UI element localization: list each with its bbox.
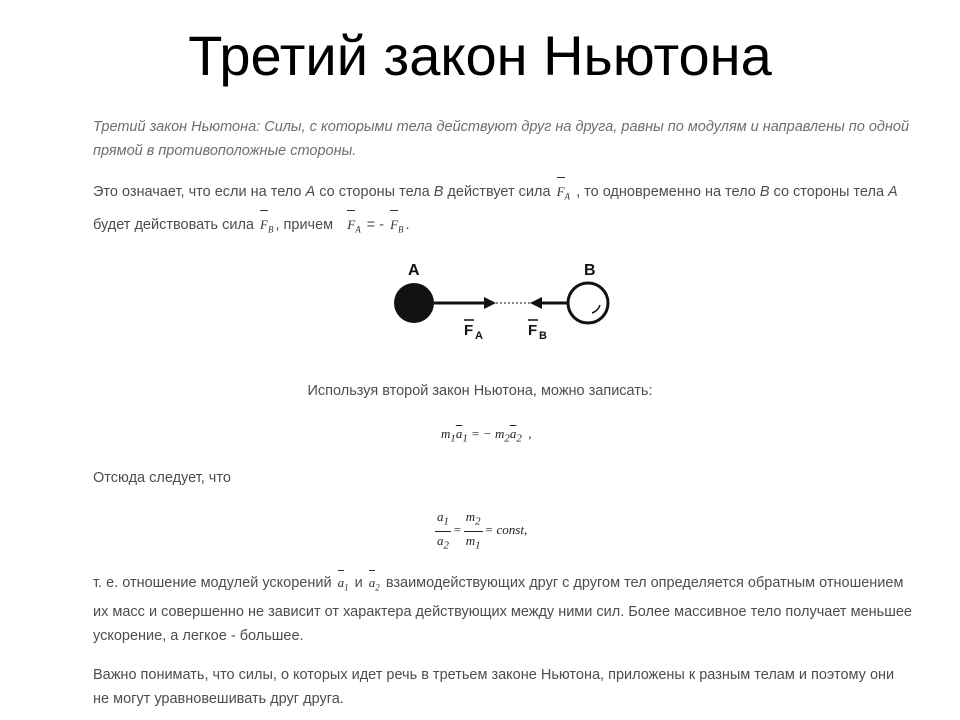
- meaning-text: со стороны тела: [773, 184, 885, 200]
- force-diagram: [378, 253, 618, 365]
- force-a-sub: A: [475, 330, 483, 342]
- conclusion-text: и: [354, 575, 363, 591]
- meaning-text: .: [405, 216, 410, 233]
- meaning-text: действует сила: [447, 184, 551, 200]
- meaning-text: , причем: [275, 216, 334, 233]
- meaning-text: , то одновременно на тело: [576, 184, 756, 200]
- vector-fb: $F_B$: [388, 217, 405, 232]
- meaning-text: со стороны тела: [319, 184, 430, 200]
- ratio-accel: $\frac{a_1}{a_2}$: [437, 509, 449, 552]
- meaning-paragraph: [93, 178, 913, 243]
- ball-a: [394, 283, 434, 323]
- meaning-text: Это означает, что если на тело: [93, 184, 302, 200]
- meaning-text: будет действовать сила: [93, 216, 254, 233]
- vector-fa: $F_A$: [555, 184, 572, 199]
- label-b: B: [584, 262, 596, 279]
- conclusion-paragraph: [93, 571, 913, 648]
- equals-minus: = −: [470, 426, 492, 441]
- ball-b: [568, 283, 608, 323]
- formula-momentum: $m_1\overline{a}_1$ = − $m_2\overline{a}_2$ ,: [441, 426, 532, 445]
- hence-text: Отсюда следует, что: [93, 470, 231, 486]
- slide-title: Третий закон Ньютона: [188, 24, 772, 87]
- vector-a1: $a_1$: [336, 575, 351, 590]
- body-b-label: В: [433, 184, 444, 200]
- label-a: A: [408, 262, 420, 279]
- vector-fa: $F_A$: [345, 217, 362, 232]
- caption: Используя второй закон Ньютона, можно записать:: [307, 383, 653, 399]
- vector-a2: $a_2$: [367, 575, 382, 590]
- force-b-sub: B: [539, 330, 547, 342]
- ratio-mass: $\frac{m_2}{m_1}$: [465, 509, 481, 552]
- body-a-label: А: [888, 184, 898, 200]
- formula-ratio: $\frac{a_1}{a_2}$ = $\frac{m_2}{m_1}$ = const,: [433, 508, 527, 554]
- force-b-label: F: [528, 322, 538, 339]
- body-a-label: А: [305, 184, 316, 200]
- force-a-label: F: [464, 322, 474, 339]
- equals-minus: = -: [366, 216, 385, 233]
- note-paragraph: Важно понимать, что силы, о которых идет речь в третьем законе Ньютона, приложены к разным телам и поэтому они не могут уравновешивать друг друга.: [93, 667, 895, 707]
- body-b-label: В: [759, 184, 770, 200]
- conclusion-text: взаимодействующих друг с другом тел определяется обратным отношением их масс и совершенно не зависит от характера действующих между ними сил. Более массивное тело получает меньшее ускорение, а легкое - большее.: [93, 575, 912, 644]
- conclusion-text: т. е. отношение модулей ускорений: [93, 575, 332, 591]
- vector-fb: $F_B$: [258, 217, 275, 232]
- law-definition: Третий закон Ньютона: Силы, с которыми тела действуют друг на друга, равны по модулям и направлены по одной прямой в противоположные стороны.: [93, 119, 910, 159]
